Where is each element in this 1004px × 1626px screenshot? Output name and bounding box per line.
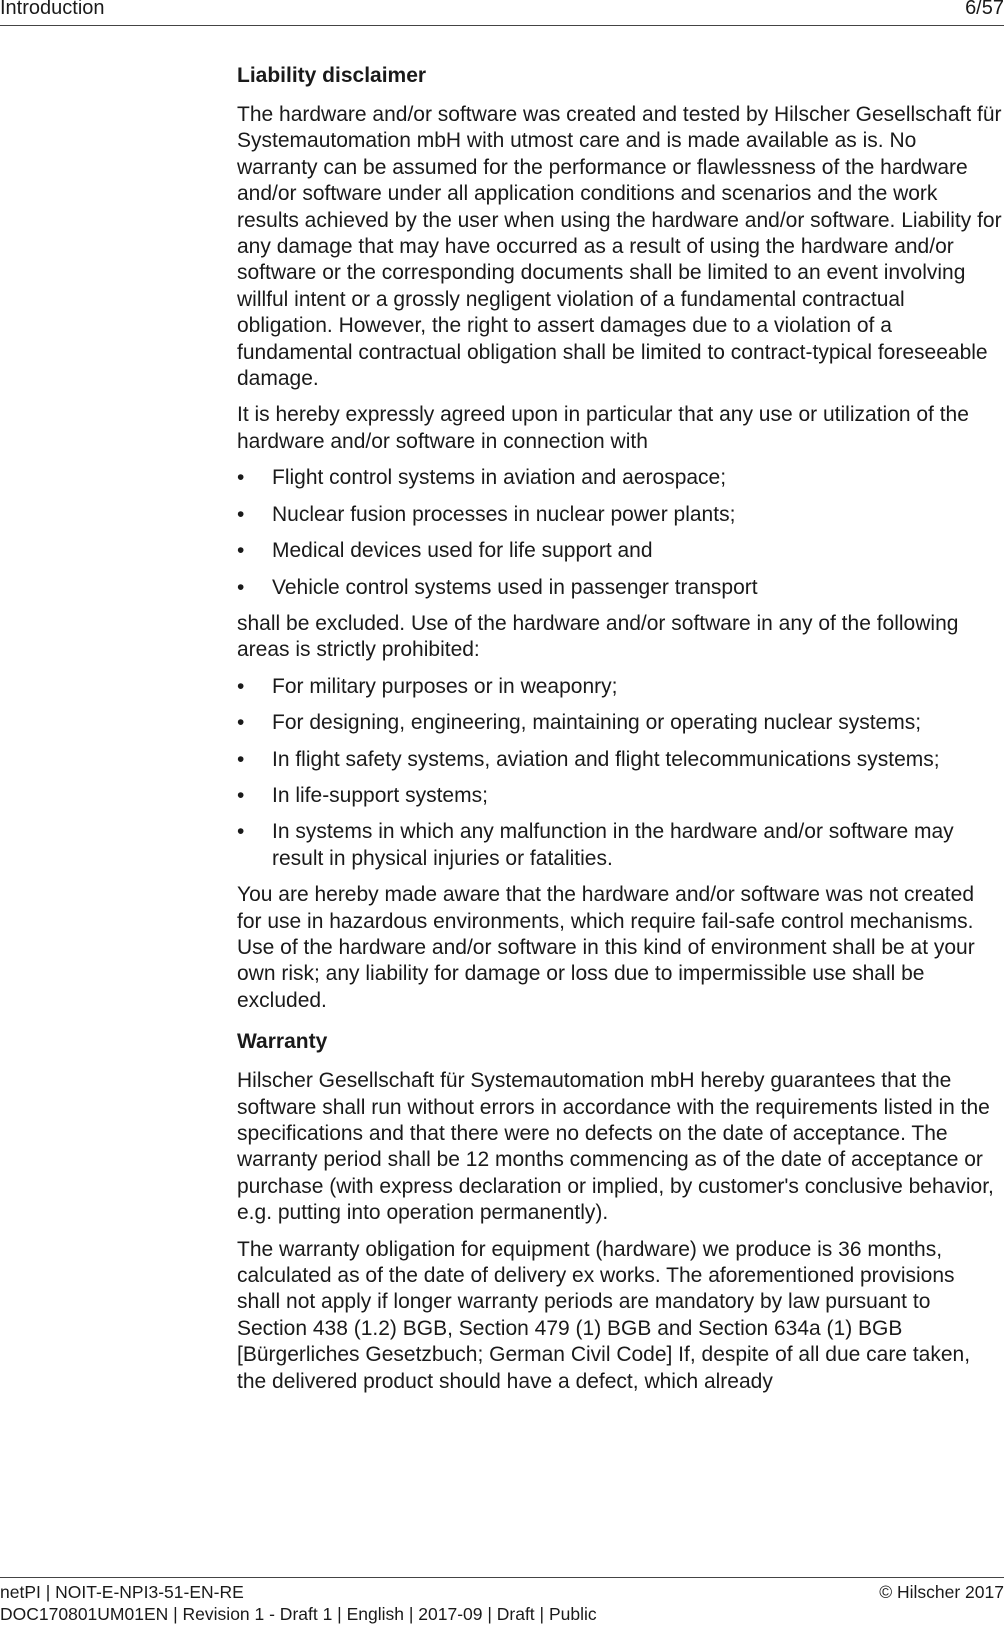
list-item: • In systems in which any malfunction in the hardware and/or software may result in physical injuries or fatalities. [237, 820, 954, 870]
bullet: • [237, 820, 245, 844]
bullet: • [237, 783, 245, 807]
header-page-number: 6/57 [965, 0, 1004, 19]
bullet: • [237, 674, 245, 698]
list-item: • Vehicle control systems used in passenger transport [237, 575, 1002, 601]
header-section-title: Introduction [0, 0, 105, 19]
list-item: • For military purposes or in weaponry; [237, 674, 1002, 700]
liability-paragraph-3: shall be excluded. Use of the hardware and/or software in any of the following areas is strictly prohibited: [237, 611, 959, 662]
bullet: • [237, 575, 245, 599]
page-footer [0, 1577, 1004, 1626]
page-body [237, 62, 1002, 1405]
bullet: • [237, 539, 245, 563]
liability-heading: Liability disclaimer [237, 64, 427, 87]
bullet: • [237, 466, 245, 490]
bullet: • [237, 747, 245, 771]
footer-product-line: netPI | NOIT-E-NPI3-51-EN-RE [0, 1582, 244, 1602]
prohibited-areas-list [237, 674, 1002, 872]
warranty-paragraph-1: Hilscher Gesellschaft für Systemautomation mbH hereby guarantees that the software shall run without errors in accordance with the requirements listed in the specifications and that there were no defects on the date of acceptance. The warranty period shall be 12 months commencing as of the date of acceptance or purchase (with express declaration or implied, by customer's conclusive behavior, e.g. putting into operation permanently). [237, 1069, 994, 1225]
warranty-heading: Warranty [237, 1030, 328, 1054]
list-item: • In flight safety systems, aviation and flight telecommunications systems; [237, 747, 1002, 773]
bullet: • [237, 711, 245, 735]
warranty-paragraph-2: The warranty obligation for equipment (hardware) we produce is 36 months, calculated as of the date of delivery ex works. The aforementioned provisions shall not apply if longer warranty periods are mandatory by law pursuant to Section 438 (1.2) BGB, Section 479 (1) BGB and Section 634a (1) BGB [Bürgerliches Gesetzbuch; German Civil Code] If, despite of all due care taken, the delivered product should have a defect, which already [237, 1237, 971, 1393]
liability-paragraph-1: The hardware and/or software was created and tested by Hilscher Gesellschaft für Systemautomation mbH with utmost care and is made available as is. No warranty can be assumed for the performance or flawlessness of the hardware and/or software under all application conditions and scenarios and the work results achieved by the user when using the hardware and/or software. Liability for any damage that may have occurred as a result of using the hardware and/or software or the corresponding documents shall be limited to an event involving willful intent or a grossly negligent violation of a fundamental contractual obligation. However, the right to assert damages due to a violation of a fundamental contractual obligation shall be limited to contract-typical foreseeable damage. [237, 103, 1002, 391]
list-item: • Nuclear fusion processes in nuclear power plants; [237, 502, 1002, 528]
liability-paragraph-2: It is hereby expressly agreed upon in particular that any use or utilization of the hardware and/or software in connection with [237, 403, 969, 453]
excluded-uses-list [237, 465, 1002, 601]
bullet: • [237, 502, 245, 526]
list-item: • For designing, engineering, maintaining or operating nuclear systems; [237, 710, 1002, 736]
footer-document-line: DOC170801UM01EN | Revision 1 - Draft 1 | English | 2017-09 | Draft | Public [0, 1604, 597, 1624]
liability-paragraph-4: You are hereby made aware that the hardware and/or software was not created for use in hazardous environments, which require fail-safe control mechanisms. Use of the hardware and/or software in this kind of environment shall be at your own risk; any liability for damage or loss due to impermissible use shall be excluded. [237, 883, 975, 1012]
list-item: • Medical devices used for life support and [237, 538, 1002, 564]
footer-copyright: © Hilscher 2017 [879, 1582, 1004, 1602]
list-item: • Flight control systems in aviation and aerospace; [237, 465, 1002, 491]
list-item: • In life-support systems; [237, 783, 1002, 809]
page-header [0, 0, 1004, 26]
